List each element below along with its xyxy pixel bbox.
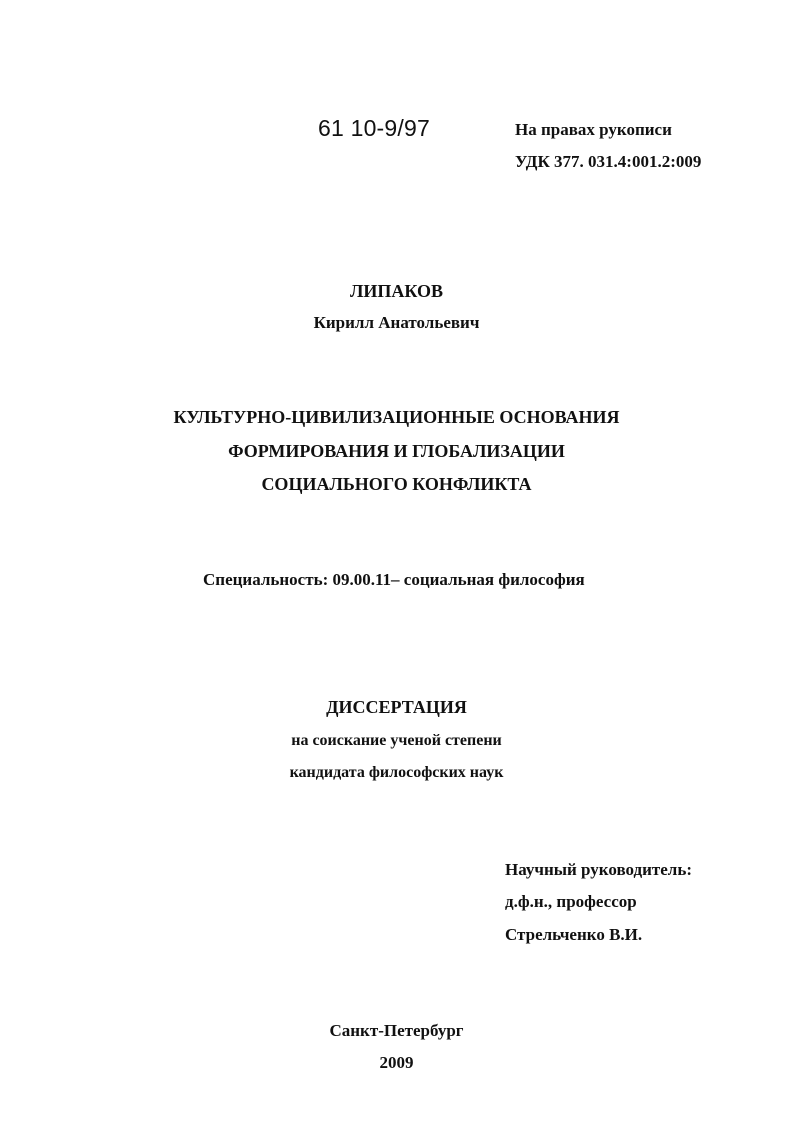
supervisor-title: д.ф.н., профессор: [505, 892, 637, 911]
title-line: ФОРМИРОВАНИЯ И ГЛОБАЛИЗАЦИИ: [228, 441, 565, 461]
author-surname: ЛИПАКОВ: [349, 281, 444, 301]
supervisor-label: Научный руководитель:: [505, 860, 692, 879]
year: 2009: [379, 1053, 414, 1072]
specialty: Специальность: 09.00.11– социальная философия: [203, 570, 585, 589]
title-line: КУЛЬТУРНО-ЦИВИЛИЗАЦИОННЫЕ ОСНОВАНИЯ: [173, 407, 620, 427]
work-type: ДИССЕРТАЦИЯ: [326, 697, 467, 717]
degree-line: кандидата философских наук: [289, 764, 504, 781]
city: Санкт-Петербург: [329, 1021, 464, 1040]
manuscript-rights-label: На правах рукописи: [515, 120, 672, 139]
udc-code: УДК 377. 031.4:001.2:009: [515, 152, 702, 171]
degree-line: на соискание ученой степени: [291, 732, 502, 749]
supervisor-name: Стрельченко В.И.: [505, 925, 643, 944]
archive-number: 61 10-9/97: [318, 115, 430, 141]
author-given-names: Кирилл Анатольевич: [313, 313, 480, 332]
title-line: СОЦИАЛЬНОГО КОНФЛИКТА: [261, 474, 532, 494]
